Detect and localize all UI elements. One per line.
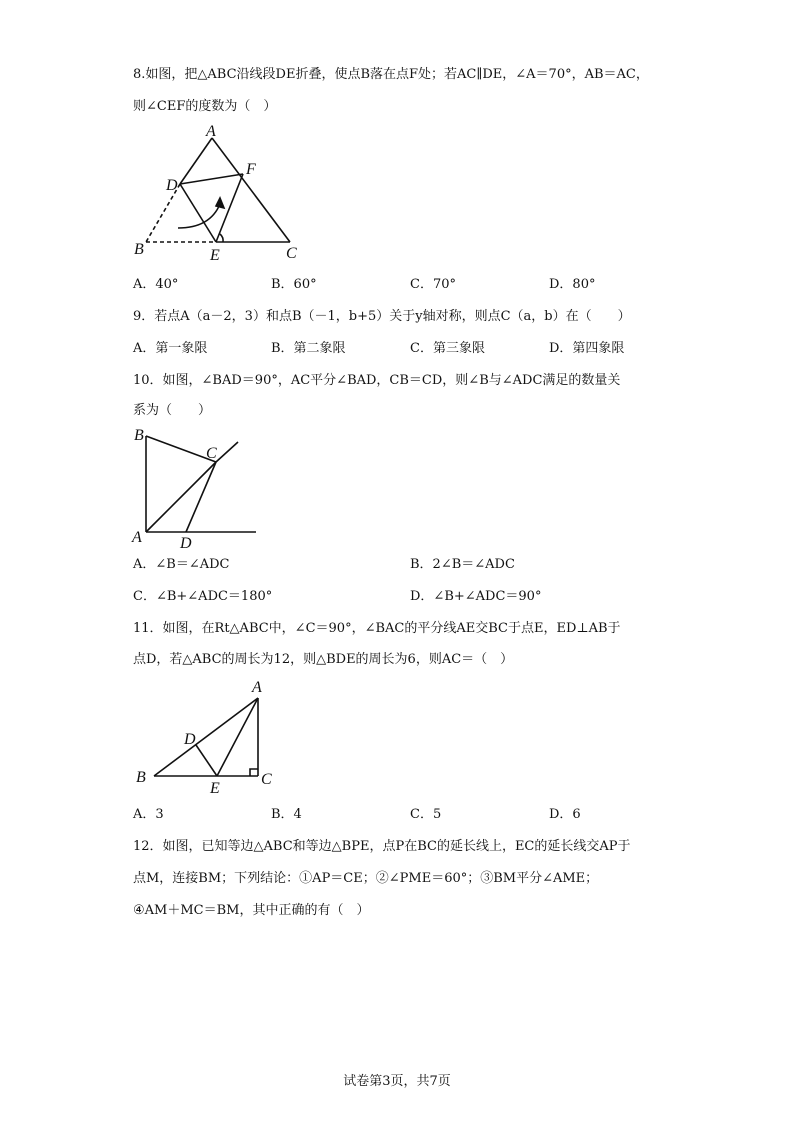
q10-label-d: D [180, 535, 192, 552]
q11-stem-line2: 点D，若△ABC的周长为12，则△BDE的周长为6，则AC＝（ ） [133, 652, 514, 667]
q11-label-d: D [184, 731, 196, 748]
q12-stem-line1: 12．如图，已知等边△ABC和等边△BPE，点P在BC的延长线上，EC的延长线交AP于 [133, 839, 631, 854]
q9-option-c: C．第三象限 [410, 341, 485, 356]
q11-label-a: A [252, 679, 262, 696]
q8-seg-ef [216, 174, 243, 242]
q10-figure [130, 426, 270, 550]
q8-label-d: D [166, 177, 178, 194]
q10-option-d: D．∠B+∠ADC＝90° [410, 589, 542, 604]
q11-right-angle-mark [250, 769, 258, 776]
q11-option-a: A．3 [133, 807, 164, 822]
q8-side-ac [212, 138, 290, 242]
q10-label-c: C [206, 445, 217, 462]
q9-option-a: A．第一象限 [133, 341, 208, 356]
q8-option-c: C．70° [410, 277, 456, 292]
q10-label-b: B [134, 427, 144, 444]
q11-label-e: E [210, 780, 220, 797]
q10-option-a: A．∠B＝∠ADC [133, 557, 230, 572]
q10-stem-line2: 系为（ ） [133, 403, 212, 418]
q12-stem-line2: 点M，连接BM；下列结论：①AP＝CE；②∠PME＝60°；③BM平分∠AME； [133, 871, 599, 886]
q12-stem-line3: ④AM＋MC＝BM，其中正确的有（ ） [133, 903, 370, 918]
q8-label-c: C [286, 245, 297, 262]
q9-option-b: B．第二象限 [271, 341, 346, 356]
q11-option-d: D．6 [549, 807, 581, 822]
q8-fold-de [180, 184, 216, 242]
q8-option-b: B．60° [271, 277, 317, 292]
q11-label-b: B [136, 769, 146, 786]
page-footer: 试卷第3页，共7页 [343, 1074, 451, 1089]
q8-stem-line2: 则∠CEF的度数为（ ） [133, 99, 277, 114]
q10-extension [216, 442, 238, 462]
q9-option-d: D．第四象限 [549, 341, 625, 356]
q8-angle-mark [220, 234, 223, 242]
q8-label-a: A [206, 123, 216, 140]
q8-option-a: A．40° [133, 277, 179, 292]
q10-seg-dc [186, 462, 216, 532]
q10-option-c: C．∠B+∠ADC＝180° [133, 589, 273, 604]
q8-figure [130, 124, 310, 264]
q10-stem-line1: 10．如图，∠BAD＝90°，AC平分∠BAD，CB＝CD，则∠B与∠ADC满足的数量关 [133, 373, 621, 388]
q9-stem: 9．若点A（a－2，3）和点B（－1，b+5）关于y轴对称，则点C（a，b）在（ ） [133, 309, 631, 324]
q11-figure [130, 676, 280, 800]
q8-stem-line1: 8.如图，把△ABC沿线段DE折叠，使点B落在点F处；若AC∥DE，∠A＝70°，AB＝AC， [133, 67, 649, 82]
q11-seg-de [196, 745, 217, 776]
q8-label-e: E [210, 247, 220, 264]
q8-side-ab [180, 138, 212, 184]
q10-bisector-ac [146, 462, 216, 532]
q8-arrowhead [216, 198, 224, 208]
q11-option-b: B．4 [271, 807, 302, 822]
q11-side-ab [154, 698, 258, 776]
q11-bisector-ae [217, 698, 258, 776]
q11-stem-line1: 11．如图，在Rt△ABC中，∠C＝90°，∠BAC的平分线AE交BC于点E，ED⊥AB于 [133, 621, 621, 636]
q8-label-f: F [246, 161, 256, 178]
q11-option-c: C．5 [410, 807, 442, 822]
q11-label-c: C [261, 771, 272, 788]
q8-seg-df [180, 174, 243, 184]
q8-label-b: B [134, 241, 144, 258]
q10-option-b: B．2∠B＝∠ADC [410, 557, 515, 572]
q10-label-a: A [132, 529, 142, 546]
q8-option-d: D．80° [549, 277, 596, 292]
